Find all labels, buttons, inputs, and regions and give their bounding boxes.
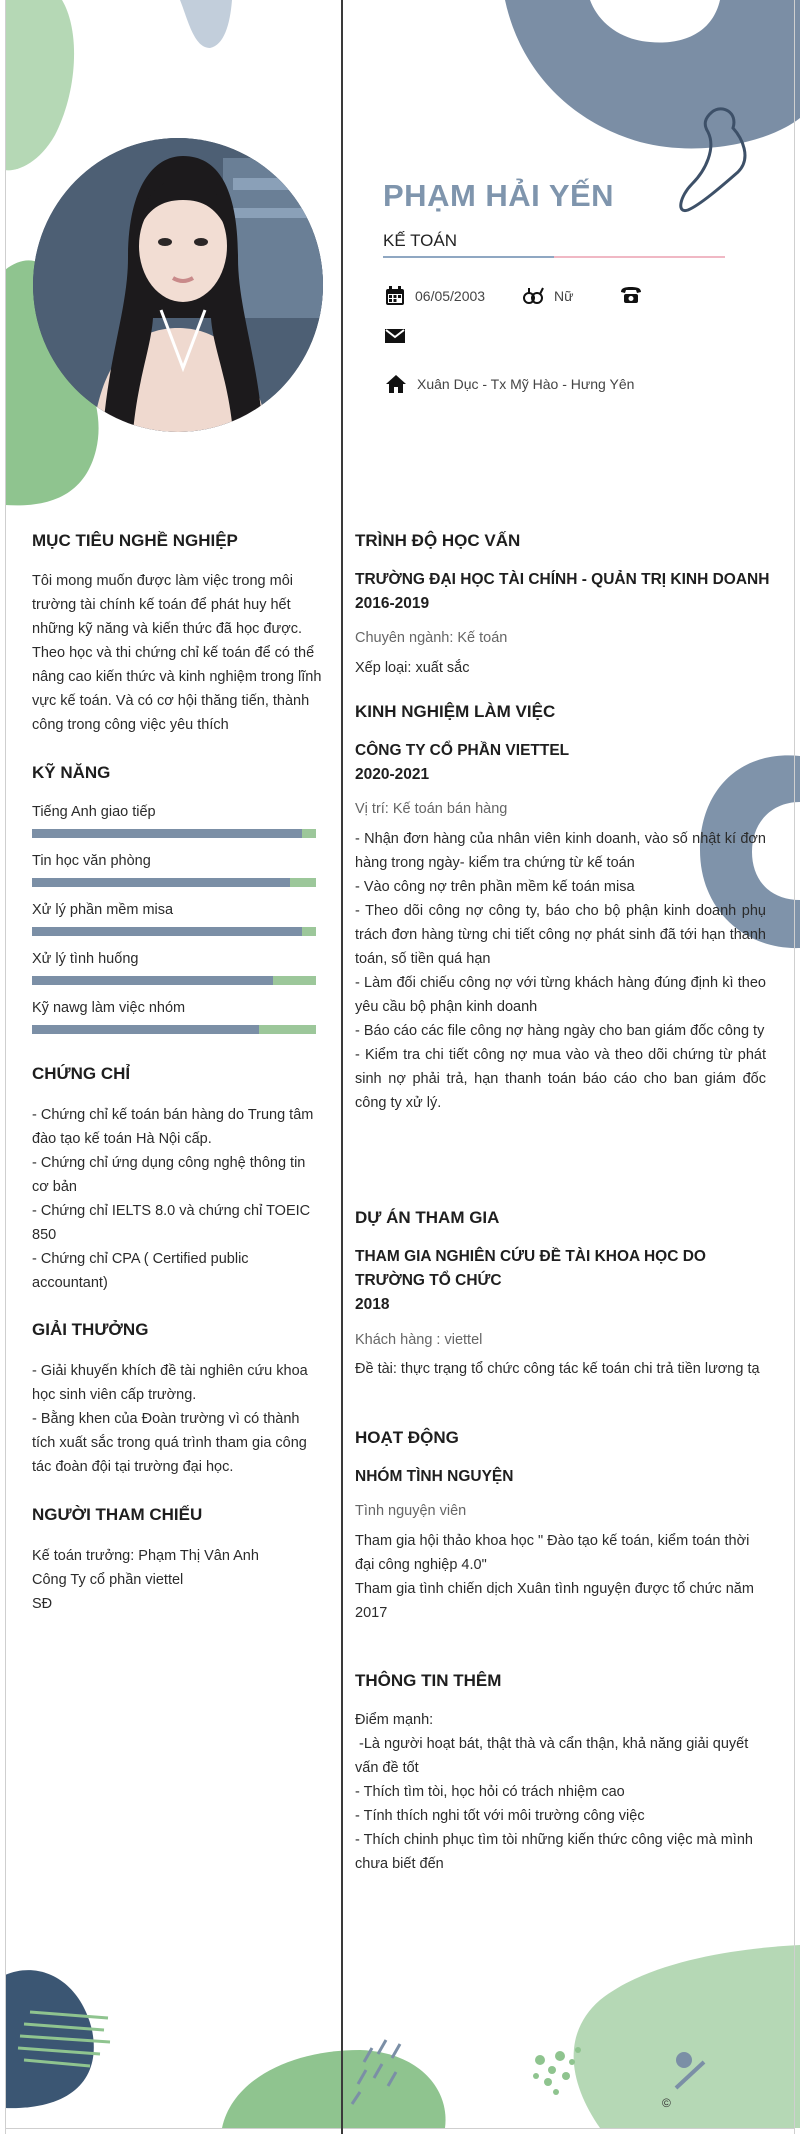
activities-role: Tình nguyện viên (355, 1503, 467, 1519)
certificate-item: - Chứng chỉ ứng dụng công nghệ thông tin cơ bản (32, 1155, 306, 1195)
skill-label: Tin học văn phòng (32, 853, 151, 869)
education-period: 2016-2019 (355, 595, 430, 612)
extra-item: - Thích chinh phục tìm tòi những kiến thức công việc mà mình chưa biết đến (355, 1832, 753, 1872)
experience-heading: KINH NGHIỆM LÀM VIỆC (355, 702, 556, 721)
skill-bar-fill (32, 829, 302, 838)
role-underline (383, 256, 725, 258)
references-list (32, 1544, 322, 1616)
skill-label: Tiếng Anh giao tiếp (32, 804, 156, 820)
frame-left-border (5, 0, 6, 2134)
address-row (385, 374, 634, 394)
awards-heading: GIẢI THƯỞNG (32, 1320, 149, 1339)
duty-item: - Báo cáo các file công nợ hàng ngày cho ban giám đốc công ty (355, 1023, 765, 1039)
duty-item: - Vào công nợ trên phần mềm kế toán misa (355, 879, 635, 895)
candidate-role: KẾ TOÁN (383, 231, 458, 250)
duty-item: - Kiểm tra chi tiết công nợ mua vào và theo dõi chứng từ phát sinh nợ phải trả, hạn thanh toán báo cáo cho ban giám đốc công ty xử lý. (355, 1047, 766, 1111)
education-school: TRƯỜNG ĐẠI HỌC TÀI CHÍNH - QUẢN TRỊ KINH DOANH (355, 571, 770, 588)
gender-row (522, 286, 573, 306)
email-row (385, 328, 415, 344)
gender-icon (522, 286, 544, 306)
profile-photo (33, 138, 323, 432)
certificates-list (32, 1103, 322, 1295)
skill-bar-fill (32, 878, 290, 887)
reference-item: SĐ (32, 1596, 53, 1612)
birthdate-row (385, 286, 485, 306)
email-icon (385, 328, 405, 344)
copyright-mark: © (662, 2096, 671, 2110)
column-divider (341, 0, 343, 2134)
skill-bar-fill (32, 1025, 259, 1034)
phone-row (620, 286, 652, 304)
frame-bottom-border (5, 2128, 795, 2129)
certificates-heading: CHỨNG CHỈ (32, 1064, 131, 1083)
candidate-name: PHẠM HẢI YẾN (383, 178, 615, 213)
experience-period: 2020-2021 (355, 766, 430, 783)
awards-list (32, 1359, 322, 1479)
duty-item: - Theo dõi công nợ công ty, báo cho bộ phận kinh doanh phụ trách đơn hàng từng chi tiết công nợ phát sinh đã tới hạn thanh toán, số tiền quá hạn (355, 903, 766, 967)
activities-heading: HOẠT ĐỘNG (355, 1428, 459, 1447)
experience-position: Vị trí: Kế toán bán hàng (355, 801, 508, 817)
education-heading: TRÌNH ĐỘ HỌC VẤN (355, 531, 521, 550)
skill-bar (32, 976, 316, 985)
frame-right-border (794, 0, 795, 2134)
project-title: THAM GIA NGHIÊN CỨU ĐỀ TÀI KHOA HỌC DO TRƯỜNG TỔ CHỨC (355, 1248, 706, 1289)
extra-heading: THÔNG TIN THÊM (355, 1671, 502, 1690)
gender-text: Nữ (554, 288, 574, 304)
reference-item: Công Ty cổ phần viettel (32, 1572, 184, 1588)
award-item: - Bằng khen của Đoàn trường vì có thành tích xuất sắc trong quá trình tham gia công tác đoàn đội tại trường đại học. (32, 1411, 307, 1475)
skill-label: Xử lý phần mềm misa (32, 902, 174, 918)
certificate-item: - Chứng chỉ IELTS 8.0 và chứng chỉ TOEIC 850 (32, 1203, 311, 1243)
activity-item: Tham gia tình chiến dịch Xuân tình nguyện được tổ chức năm 2017 (355, 1581, 754, 1621)
duty-item: - Làm đối chiếu công nợ với từng khách hàng đúng định kì theo yêu cầu bộ phận kinh doanh (355, 975, 766, 1015)
project-year: 2018 (355, 1296, 390, 1313)
education-major: Chuyên ngành: Kế toán (355, 630, 508, 646)
skill-bar (32, 927, 316, 936)
home-icon (385, 374, 407, 394)
address-text: Xuân Dục - Tx Mỹ Hào - Hưng Yên (417, 376, 635, 392)
skill-label: Kỹ nawg làm việc nhóm (32, 1000, 186, 1016)
duty-item: - Nhận đơn hàng của nhân viên kinh doanh, vào số nhật kí đơn hàng trong ngày- kiểm tra chứng từ kế toán (355, 831, 766, 871)
extra-item: - Tính thích nghi tốt với môi trường công việc (355, 1808, 645, 1824)
project-client: Khách hàng : viettel (355, 1332, 483, 1348)
activities-list (355, 1529, 766, 1625)
portrait-illustration (33, 138, 323, 432)
birthdate-text: 06/05/2003 (415, 288, 486, 304)
skill-bar (32, 1025, 316, 1034)
skills-heading: KỸ NĂNG (32, 763, 111, 782)
award-item: - Giải khuyến khích đề tài nghiên cứu khoa học sinh viên cấp trường. (32, 1363, 308, 1403)
skill-bar (32, 829, 316, 838)
certificate-item: - Chứng chỉ CPA ( Certified public accountant) (32, 1251, 249, 1291)
skill-bar-fill (32, 927, 302, 936)
experience-company: CÔNG TY CỔ PHẦN VIETTEL (355, 742, 570, 759)
project-topic: Đề tài: thực trạng tổ chức công tác kế toán chi trả tiền lương tạ (355, 1361, 760, 1377)
skill-bar (32, 878, 316, 887)
extra-item: - Thích tìm tòi, học hỏi có trách nhiệm cao (355, 1784, 625, 1800)
education-grade: Xếp loại: xuất sắc (355, 660, 470, 676)
skill-bar-fill (32, 976, 273, 985)
extra-item: Điểm mạnh: (355, 1712, 434, 1728)
extra-list (355, 1708, 766, 1876)
experience-duties (355, 827, 766, 1115)
skill-label: Xử lý tình huống (32, 951, 139, 967)
certificate-item: - Chứng chỉ kế toán bán hàng do Trung tâm đào tạo kế toán Hà Nội cấp. (32, 1107, 314, 1147)
activities-group: NHÓM TÌNH NGUYỆN (355, 1468, 514, 1485)
activity-item: Tham gia hội thảo khoa học " Đào tạo kế toán, kiểm toán thời đại công nghiệp 4.0" (355, 1533, 750, 1573)
projects-heading: DỰ ÁN THAM GIA (355, 1208, 500, 1227)
objective-text: Tôi mong muốn được làm việc trong môi trường tài chính kế toán để phát huy hết những kỹ năng và kiến thức đã học được. Theo học và thi chứng chỉ kế toán để có thể nâng cao kiến thức và kinh nghiệm trong lĩnh vực kế toán. Và có cơ hội thăng tiến, thành công trong công việc yêu thích (32, 573, 322, 733)
phone-icon (620, 286, 642, 304)
objective-heading: MỤC TIÊU NGHỀ NGHIỆP (32, 531, 238, 550)
calendar-icon (385, 286, 405, 306)
extra-item: -Là người hoạt bát, thật thà và cẩn thận, khả năng giải quyết vấn đề tốt (355, 1736, 753, 1776)
references-heading: NGƯỜI THAM CHIẾU (32, 1505, 203, 1524)
reference-item: Kế toán trưởng: Phạm Thị Vân Anh (32, 1548, 259, 1564)
